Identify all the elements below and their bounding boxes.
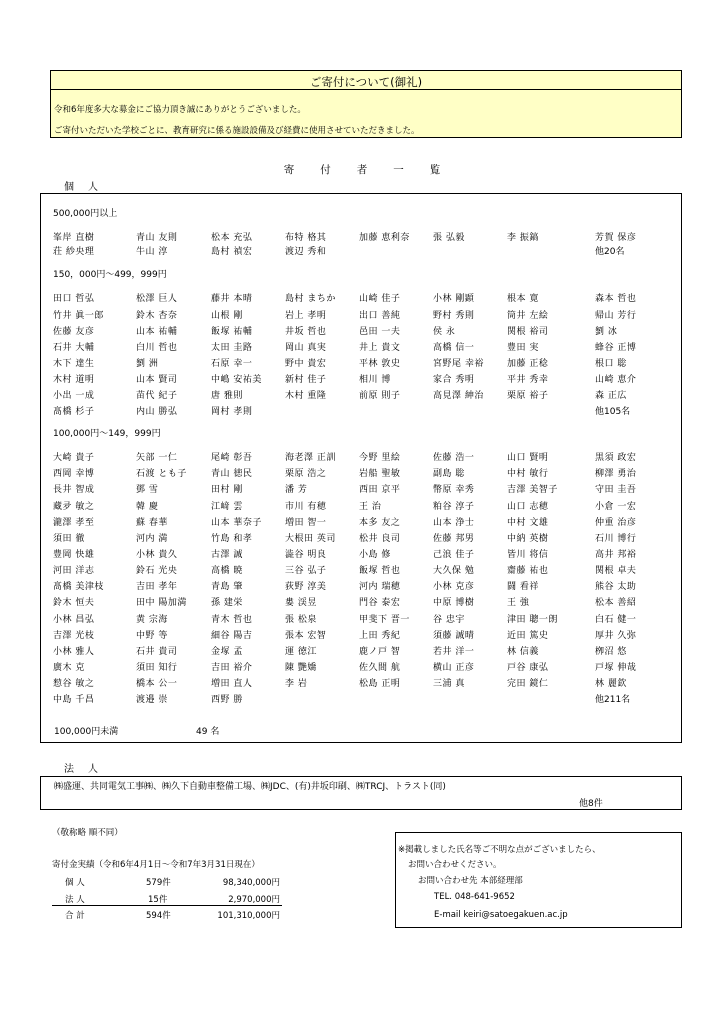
results-total-rule	[52, 905, 282, 906]
donor-name: 荘 紗央理	[53, 247, 95, 257]
donor-name: 高橋 信一	[433, 343, 475, 353]
donor-name: 戸塚 伸哉	[595, 663, 637, 673]
donor-name: 厚井 久弥	[595, 631, 637, 641]
name-row	[41, 595, 681, 607]
individual-heading: 個人	[64, 182, 112, 193]
header-line-1: 令和6年度多大な募金にご協力頂き誠にありがとうございました。	[54, 105, 306, 115]
donor-name: 完田 鏡仁	[507, 679, 549, 689]
header-divider	[51, 89, 681, 90]
donor-name: 鈴木 恒夫	[53, 598, 95, 608]
name-row	[41, 547, 681, 559]
donor-name: 鹿ノ戸 智	[359, 647, 401, 657]
donor-name: 黒須 政宏	[595, 453, 637, 463]
results-total-label: 合 計	[65, 911, 85, 921]
donor-name: 松井 良司	[359, 534, 401, 544]
donor-name: 木村 道明	[53, 375, 95, 385]
donor-name: 青島 肇	[211, 582, 243, 592]
donor-name: 新村 佳子	[285, 375, 327, 385]
donor-name: 須藤 誠晴	[433, 631, 475, 641]
donor-name: 岩船 聖敏	[359, 469, 401, 479]
donor-name: 柳澤 勇治	[595, 469, 637, 479]
donor-name: 加藤 恵利奈	[359, 233, 410, 243]
donor-name: 岡山 真実	[285, 343, 327, 353]
donor-name: 相川 博	[359, 375, 391, 385]
donor-name: 張本 宏智	[285, 631, 327, 641]
donor-name: 三谷 弘子	[285, 566, 327, 576]
donor-name: 青木 哲也	[211, 615, 253, 625]
name-row	[41, 324, 681, 336]
donor-name: 吉田 孝年	[136, 582, 178, 592]
corporate-others: 他8件	[579, 799, 603, 809]
name-row	[41, 499, 681, 511]
donor-name: 栗原 浩之	[285, 469, 327, 479]
name-row	[41, 291, 681, 303]
donor-name: 藤井 本晴	[211, 294, 253, 304]
donor-name: 副島 聡	[433, 469, 465, 479]
tier-label: 150，000円～499，999円	[53, 270, 167, 280]
donor-name: 岡村 孝則	[211, 407, 253, 417]
donor-name: 石原 幸一	[211, 359, 253, 369]
donor-name: 佐藤 邦男	[433, 534, 475, 544]
donor-name: 幣原 幸秀	[433, 485, 475, 495]
donor-name: 中村 敏行	[507, 469, 549, 479]
donor-name: 上田 秀紀	[359, 631, 401, 641]
thanks-header-box	[50, 70, 682, 138]
individual-donor-box	[40, 193, 682, 743]
donor-name: 小倉 一宏	[595, 502, 637, 512]
donor-name: 門谷 泰宏	[359, 598, 401, 608]
results-individual-amount: 98,340,000円	[222, 878, 280, 888]
donor-name: 豊田 実	[507, 343, 539, 353]
donor-name: 谷 忠宇	[433, 615, 465, 625]
tier-others-count: 他105名	[595, 407, 631, 417]
donor-name: 野中 貴宏	[285, 359, 327, 369]
donor-name: 竹島 和孝	[211, 534, 253, 544]
contact-line-3: お問い合わせ先 本部経理部	[418, 876, 523, 886]
donor-name: 布特 格其	[285, 233, 327, 243]
donor-name: 小林 克彦	[433, 582, 475, 592]
results-corporate-count: 15件	[148, 895, 168, 905]
donor-name: 孫 建栄	[211, 598, 243, 608]
donor-name: 大久保 勉	[433, 566, 475, 576]
donor-name: 太田 圭路	[211, 343, 253, 353]
donor-name: 白石 健一	[595, 615, 637, 625]
donor-name: 侯 永	[433, 327, 456, 337]
donor-name: 山口 志穂	[507, 502, 549, 512]
donor-name: 家合 秀明	[433, 375, 475, 385]
donor-name: 飯塚 祐輔	[211, 327, 253, 337]
name-row	[41, 676, 681, 688]
donor-name: 瀧澤 孝至	[53, 518, 95, 528]
donor-name: 松本 善紹	[595, 598, 637, 608]
donor-name: 山崎 恵介	[595, 375, 637, 385]
donor-name: 吉澤 美智子	[507, 485, 558, 495]
donor-name: 潘 芳	[285, 485, 308, 495]
donor-name: 西野 勝	[211, 695, 243, 705]
results-individual-count: 579件	[146, 878, 171, 888]
donor-name: 高井 邦裕	[595, 550, 637, 560]
donor-name: 島村 まちか	[285, 294, 336, 304]
donor-name: 峯岸 直樹	[53, 233, 95, 243]
contact-line-2: お問い合わせください。	[408, 860, 502, 870]
name-row	[41, 628, 681, 640]
donor-name: 山口 賢明	[507, 453, 549, 463]
contact-email: E-mail keiri@satoegakuen.ac.jp	[434, 910, 568, 920]
donor-name: 西田 京平	[359, 485, 401, 495]
donor-name: 山本 華奈子	[211, 518, 262, 528]
donor-name: 蘇 春華	[136, 518, 168, 528]
donor-name: 仲重 治彦	[595, 518, 637, 528]
tier-label: 500,000円以上	[53, 209, 118, 219]
name-row	[41, 404, 681, 416]
donor-name: 佐藤 友彦	[53, 327, 95, 337]
donor-name: 若井 洋一	[433, 647, 475, 657]
donor-name: 長井 智成	[53, 485, 95, 495]
donor-name: 山根 剛	[211, 311, 243, 321]
donor-name: 岩上 孝明	[285, 311, 327, 321]
donor-name: 中村 文雄	[507, 518, 549, 528]
donor-name: 韓 慶	[136, 502, 159, 512]
name-row	[41, 579, 681, 591]
results-individual-label: 個 人	[65, 878, 85, 888]
donor-name: 山崎 佳子	[359, 294, 401, 304]
donor-name: 大根田 英司	[285, 534, 336, 544]
under-100k-count: 49 名	[196, 727, 220, 737]
donor-name: 井上 貴文	[359, 343, 401, 353]
donor-name: 筒井 左絵	[507, 311, 549, 321]
donor-name: 運 徳江	[285, 647, 317, 657]
donor-name: 栁沼 悠	[595, 647, 627, 657]
donor-name: 石井 大輔	[53, 343, 95, 353]
donor-name: 皆川 将信	[507, 550, 549, 560]
donor-name: 増田 直人	[211, 679, 253, 689]
donor-name: 小島 修	[359, 550, 391, 560]
donor-name: 木下 達生	[53, 359, 95, 369]
donor-name: 愸谷 敏之	[53, 679, 95, 689]
donor-name: 古澤 誠	[211, 550, 243, 560]
donor-name: 小林 剛顕	[433, 294, 475, 304]
donor-name: 細谷 陽吉	[211, 631, 253, 641]
donor-name: 金塚 孟	[211, 647, 243, 657]
donor-name: 小林 昌弘	[53, 615, 95, 625]
donor-name: 牛山 淳	[136, 247, 168, 257]
donor-name: 須田 知行	[136, 663, 178, 673]
donor-name: 山本 祐輔	[136, 327, 178, 337]
donor-name: 李 振鎬	[507, 233, 539, 243]
donor-name: 己浪 佳子	[433, 550, 475, 560]
donor-name: 本多 友之	[359, 518, 401, 528]
donor-name: 王 治	[359, 502, 382, 512]
donor-name: 河内 瑞穂	[359, 582, 401, 592]
donor-name: 尾崎 彰吾	[211, 453, 253, 463]
donor-name: 三浦 真	[433, 679, 465, 689]
donor-name: 廣木 克	[53, 663, 85, 673]
donor-name: 増田 智一	[285, 518, 327, 528]
donor-name: 苗代 紀子	[136, 391, 178, 401]
name-row	[41, 372, 681, 384]
donor-name: 藏夛 敏之	[53, 502, 95, 512]
donor-name: 近田 篤史	[507, 631, 549, 641]
donor-name: 甲斐下 晋一	[359, 615, 410, 625]
name-row	[41, 482, 681, 494]
results-corporate-amount: 2,970,000円	[228, 895, 280, 905]
donor-name: 王 強	[507, 598, 530, 608]
donor-name: 松澤 巨人	[136, 294, 178, 304]
name-row	[41, 563, 681, 575]
results-corporate-label: 法 人	[65, 895, 85, 905]
donor-name: 佐久間 航	[359, 663, 401, 673]
donor-name: 河内 満	[136, 534, 168, 544]
donor-name: 高橋 暁	[211, 566, 243, 576]
donor-name: 婁 渓昱	[285, 598, 317, 608]
donor-name: 豊岡 快雄	[53, 550, 95, 560]
name-row	[41, 531, 681, 543]
donor-name: 守田 圭吾	[595, 485, 637, 495]
donor-name: 青山 徳民	[211, 469, 253, 479]
donor-name: 橋本 公一	[136, 679, 178, 689]
donor-name: 黄 宗海	[136, 615, 168, 625]
donor-name: 林 麗欽	[595, 679, 627, 689]
donor-name: 山本 賢司	[136, 375, 178, 385]
name-row	[41, 692, 681, 704]
results-total-count: 594件	[146, 911, 171, 921]
donor-name: 市川 有穂	[285, 502, 327, 512]
donor-name: 戸谷 康弘	[507, 663, 549, 673]
corporate-donor-box	[40, 776, 682, 810]
donor-name: 松本 充弘	[211, 233, 253, 243]
donor-name: 江﨑 雲	[211, 502, 243, 512]
donor-name: 高見澤 紳治	[433, 391, 484, 401]
tier-others-count: 他20名	[595, 247, 625, 257]
donor-name: 李 岩	[285, 679, 308, 689]
donor-name: 竹井 眞一郎	[53, 311, 104, 321]
name-row	[41, 644, 681, 656]
name-row	[41, 230, 681, 242]
donor-name: 中納 英樹	[507, 534, 549, 544]
name-row	[41, 515, 681, 527]
donor-name: 齋藤 祐也	[507, 566, 549, 576]
donor-name: 加藤 正稔	[507, 359, 549, 369]
results-total-amount: 101,310,000円	[217, 911, 280, 921]
donor-name: 田村 剛	[211, 485, 243, 495]
name-row	[41, 660, 681, 672]
donor-name: 帰山 芳行	[595, 311, 637, 321]
donor-name: 小出 一成	[53, 391, 95, 401]
donor-name: 飯塚 哲也	[359, 566, 401, 576]
donor-name: 荻野 淳美	[285, 582, 327, 592]
donor-name: 井坂 哲也	[285, 327, 327, 337]
donor-name: 劉 冰	[595, 327, 618, 337]
name-row	[41, 308, 681, 320]
donor-name: 中嶋 安祐美	[211, 375, 262, 385]
donor-name: 張 弘毅	[433, 233, 465, 243]
donor-name: 中原 博樹	[433, 598, 475, 608]
name-row	[41, 356, 681, 368]
donor-name: 鈴木 杏奈	[136, 311, 178, 321]
donor-name: 吉澤 光枝	[53, 631, 95, 641]
tier-label: 100,000円～149，999円	[53, 429, 161, 439]
donor-name: 田口 哲弘	[53, 294, 95, 304]
donor-name: 渡邉 崇	[136, 695, 168, 705]
donor-name: 海老澤 正訓	[285, 453, 336, 463]
donor-name: 森本 哲也	[595, 294, 637, 304]
donor-name: 野村 秀則	[433, 311, 475, 321]
donor-name: 山本 浄士	[433, 518, 475, 528]
under-100k-label: 100,000円未満	[54, 727, 119, 737]
donor-name: 劉 洲	[136, 359, 159, 369]
donor-name: 粕谷 淳子	[433, 502, 475, 512]
donor-name: 邑田 一夫	[359, 327, 401, 337]
donor-name: 吉田 裕介	[211, 663, 253, 673]
honorifics-note: （敬称略 順不同）	[52, 828, 123, 838]
donor-name: 木村 重隆	[285, 391, 327, 401]
contact-box	[395, 832, 682, 928]
donor-name: 内山 勝弘	[136, 407, 178, 417]
donor-name: 関根 裕司	[507, 327, 549, 337]
donor-name: 石川 博行	[595, 534, 637, 544]
donor-name: 平井 秀幸	[507, 375, 549, 385]
donor-name: 松島 正明	[359, 679, 401, 689]
donor-name: 島村 禎宏	[211, 247, 253, 257]
donor-name: 田中 陽加満	[136, 598, 187, 608]
donor-name: 鈴石 光央	[136, 566, 178, 576]
donor-name: 河田 洋志	[53, 566, 95, 576]
tier-others-count: 他211名	[595, 695, 631, 705]
contact-tel: TEL. 048-641-9652	[434, 892, 515, 902]
header-title: ご寄付について(御礼)	[309, 75, 423, 89]
donor-name: 張 松泉	[285, 615, 317, 625]
donor-name: 髙橋 杉子	[53, 407, 95, 417]
donor-name: 渡辺 秀和	[285, 247, 327, 257]
donor-name: 石井 貴司	[136, 647, 178, 657]
donor-name: 宮野尾 幸裕	[433, 359, 484, 369]
donor-name: 大崎 貴子	[53, 453, 95, 463]
donor-name: 芳賀 保彦	[595, 233, 637, 243]
donor-name: 佐藤 浩一	[433, 453, 475, 463]
donor-name: 澁谷 明良	[285, 550, 327, 560]
contact-line-1: ※掲載しました氏名等ご不明な点がございましたら、	[398, 845, 601, 855]
donor-name: 林 信義	[507, 647, 539, 657]
name-row	[41, 612, 681, 624]
name-row	[41, 244, 681, 256]
donor-name: 小林 貴久	[136, 550, 178, 560]
donor-name: 前原 則子	[359, 391, 401, 401]
donor-name: 鄧 雪	[136, 485, 159, 495]
donor-name: 出口 善純	[359, 311, 401, 321]
donor-name: 石渡 とも子	[136, 469, 187, 479]
donor-name: 根口 聡	[595, 359, 627, 369]
donor-name: 西岡 幸博	[53, 469, 95, 479]
donor-name: 中島 千昌	[53, 695, 95, 705]
name-row	[41, 450, 681, 462]
results-heading: 寄付金実績（令和6年4月1日～令和7年3月31日現在）	[52, 860, 260, 870]
donor-name: 津田 聰一朗	[507, 615, 558, 625]
donor-name: 中野 等	[136, 631, 168, 641]
donor-name: 須田 徹	[53, 534, 85, 544]
donor-name: 青山 友則	[136, 233, 178, 243]
donor-name: 闘 看祥	[507, 582, 539, 592]
donor-name: 蜂谷 正博	[595, 343, 637, 353]
donor-name: 横山 正彦	[433, 663, 475, 673]
corporate-heading: 法人	[64, 764, 112, 775]
donor-name: 平林 敦史	[359, 359, 401, 369]
donor-name: 根本 寛	[507, 294, 539, 304]
donor-name: 栗原 裕子	[507, 391, 549, 401]
donor-name: 唐 雅則	[211, 391, 243, 401]
donor-list-title: 寄付者一覧	[283, 164, 467, 176]
name-row	[41, 466, 681, 478]
donor-name: 陳 艷嬌	[285, 663, 317, 673]
header-line-2: ご寄付いただいた学校ごとに、教育研究に係る施設設備及び経費に使用させていただきました。	[54, 126, 420, 136]
donor-name: 矢部 一仁	[136, 453, 178, 463]
donor-name: 髙橋 美津枝	[53, 582, 104, 592]
corporate-names: ㈱盛運、共同電気工事㈱、㈱久下自動車整備工場、㈱JDC、(有)井坂印刷、㈱TRCJ、トラスト(同)	[54, 782, 446, 792]
name-row	[41, 340, 681, 352]
donor-name: 森 正広	[595, 391, 627, 401]
donor-name: 小林 雅人	[53, 647, 95, 657]
name-row	[41, 388, 681, 400]
donor-name: 今野 里絵	[359, 453, 401, 463]
donor-name: 熊谷 太助	[595, 582, 637, 592]
donor-name: 白川 哲也	[136, 343, 178, 353]
donor-name: 関根 卓夫	[595, 566, 637, 576]
